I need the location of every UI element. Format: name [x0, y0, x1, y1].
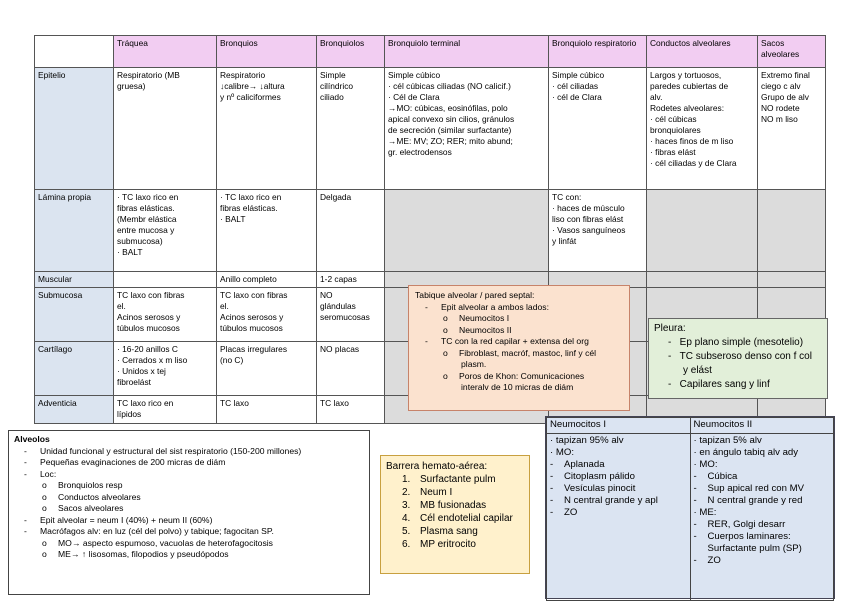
row-label-adventicia: Adventicia [35, 396, 114, 424]
item-number: 4. [402, 513, 411, 524]
neumocito-item-text: · tapizan 95% alv [550, 435, 624, 446]
cell-epitelio-conductos [647, 68, 758, 190]
header-bronquios: Bronquios [217, 36, 317, 68]
cell-line: glándulas [320, 301, 356, 311]
barrera-title: Barrera hemato-aérea: [386, 461, 488, 472]
list-item-text: Bronquiolos resp [58, 480, 123, 490]
cell-lamina-traquea [114, 190, 217, 272]
cell-line: gr. electrodensos [388, 147, 452, 157]
row-label-epitelio: Epitelio [35, 68, 114, 190]
cell-adventicia-bronquiolos [317, 396, 385, 424]
list-item-text: Neumocitos II [459, 324, 512, 335]
neumocito-item-text: Surfactante pulm (SP) [707, 543, 802, 554]
neumocito-item [694, 483, 831, 495]
neumocito-item [694, 495, 831, 507]
list-item [14, 446, 364, 458]
cell-lamina-terminal [385, 190, 549, 272]
neumocito-item-text: · tapizan 5% alv [693, 435, 762, 446]
bullet: o [42, 480, 47, 490]
numbered-item [386, 499, 524, 512]
numbered-item [386, 538, 524, 551]
neumocito-item-text: Sup apical red con MV [707, 483, 805, 494]
item-number: 5. [402, 526, 411, 537]
list-item-text: TC con la red capilar + extensa del org [441, 336, 589, 346]
header-row [35, 36, 826, 68]
neumocito-item-text: RER, Golgi desarr [707, 519, 786, 530]
cell-epitelio-bronquiolos [317, 68, 385, 190]
cell-line: TC con: [552, 192, 582, 202]
cell-line: · Cerrados x m liso [117, 355, 188, 365]
cell-line: · Cél de Clara [388, 92, 440, 102]
pleura-title: Pleura: [654, 323, 686, 334]
cell-line: apical convexo sin cilios, gránulos [388, 114, 515, 124]
list-item [415, 382, 623, 394]
bullet: o [42, 537, 47, 548]
item-number: 1. [402, 474, 411, 485]
cell-line: fibras elásticas. [220, 203, 278, 213]
bullet: o [42, 549, 47, 559]
neumocito-item-text: Cuerpos laminares: [707, 531, 791, 542]
cell-line: · cél ciliadas [552, 81, 599, 91]
numbered-item-text: Cél endotelial capilar [420, 513, 513, 524]
neumocito-item [694, 543, 831, 555]
cell-submucosa-bronquiolos [317, 288, 385, 342]
pleura-box [648, 318, 828, 399]
row-label-submucosa: Submucosa [35, 288, 114, 342]
neumocito-item [694, 519, 831, 531]
numbered-item [386, 486, 524, 499]
cell-line: ciego c alv [761, 81, 801, 91]
neumocito-item-text: · MO: [693, 459, 718, 470]
corner-cell [35, 36, 114, 68]
row-label-lamina-propia: Lámina propia [35, 190, 114, 272]
list-item-text: Loc: [40, 468, 57, 479]
cell-line: (Membr elástica [117, 214, 177, 224]
list-item-text: Epit alveolar = neum I (40%) + neum II (60%) [40, 514, 213, 525]
bullet: o [443, 324, 448, 335]
cell-submucosa-traquea [114, 288, 217, 342]
neumocito-item [694, 555, 831, 567]
list-item-text: Poros de Khon: Comunicaciones [459, 370, 585, 381]
numbered-item [386, 512, 524, 525]
cell-muscular-bronquiolos [317, 272, 385, 288]
cell-line: túbulos mucosos [220, 323, 283, 333]
cell-line: TC laxo con fibras [117, 290, 185, 300]
pleura-item: - Capilares sang y linf [668, 379, 770, 390]
cell-lamina-bronquios [217, 190, 317, 272]
neumocito-item [694, 435, 831, 447]
cell-adventicia-bronquios [217, 396, 317, 424]
pleura-item: - Ep plano simple (mesotelio) [668, 337, 804, 348]
cell-adventicia-traquea [114, 396, 217, 424]
bullet: - [425, 301, 428, 312]
cell-epitelio-terminal [385, 68, 549, 190]
neumocito-item [550, 435, 687, 447]
pleura-item: - TC subseroso denso con f col [668, 351, 812, 362]
cell-line: de secreción (similar surfactante) [388, 125, 512, 135]
cell-line: Acinos serosos y [220, 312, 284, 322]
cell-line: cilíndrico [320, 81, 354, 91]
neumocito-item-text: N central grande y apl [564, 495, 658, 506]
cell-line: NO m liso [761, 114, 798, 124]
cell-line: Simple [320, 70, 346, 80]
neumocito-item-text: ZO [707, 555, 721, 566]
numbered-item [386, 473, 524, 486]
cell-line: NO [320, 290, 333, 300]
neumocito-item [550, 447, 687, 459]
list-item-text: plasm. [461, 359, 487, 369]
cell-line: TC laxo [320, 398, 349, 408]
cell-line: túbulos mucosos [117, 323, 180, 333]
cell-submucosa-bronquios [217, 288, 317, 342]
neumocitos-ii-title: Neumocitos II [690, 418, 834, 434]
bullet: - [550, 459, 554, 470]
bullet: - [24, 514, 27, 525]
cell-line: fibras elásticas. [117, 203, 175, 213]
cell-line: · TC laxo rico en [220, 192, 282, 202]
cell-line: Anillo completo [220, 274, 277, 284]
cell-line: · Unidos x tej [117, 366, 166, 376]
cell-line: submucosa) [117, 236, 163, 246]
numbered-item [386, 525, 524, 538]
bullet: - [24, 457, 27, 467]
bullet: - [693, 471, 697, 482]
neumocito-item [694, 447, 831, 459]
cell-line: Simple cúbico [388, 70, 441, 80]
cell-line: entre mucosa y [117, 225, 175, 235]
cell-line: Grupo de alv [761, 92, 809, 102]
bullet: - [425, 336, 428, 346]
alveolos-title: Alveolos [14, 434, 50, 444]
cell-cartilago-traquea [114, 342, 217, 396]
cell-epitelio-traquea [114, 68, 217, 190]
cell-line: · TC laxo rico en [117, 192, 179, 202]
list-item [14, 515, 364, 527]
list-item-text: Pequeñas evaginaciones de 200 micras de diám [40, 457, 226, 467]
header-bronquiolo-terminal: Bronquiolo terminal [385, 36, 549, 68]
cell-line: · 16-20 anillos C [117, 344, 178, 354]
header-bronquiolo-respiratorio: Bronquiolo respiratorio [549, 36, 647, 68]
neumocitos-i-title: Neumocitos I [547, 418, 691, 434]
cell-line: alv. [650, 92, 663, 102]
row-label-cartilago: Cartílago [35, 342, 114, 396]
bullet: o [443, 313, 448, 323]
bullet: - [24, 445, 27, 456]
neumocito-item-text: · ME: [693, 507, 717, 518]
list-item-text: Sacos alveolares [58, 503, 124, 513]
neumocitos-i-list [547, 434, 691, 601]
header-bronquiolos: Bronquiolos [317, 36, 385, 68]
pleura-item-cont: y elást [683, 365, 712, 376]
cell-line: Largos y tortuosos, [650, 70, 722, 80]
bullet: o [42, 491, 47, 502]
barrera-list [386, 473, 524, 551]
header-conductos-alveolares: Conductos alveolares [647, 36, 758, 68]
cell-line: · Vasos sanguíneos [552, 225, 626, 235]
bullet: o [42, 503, 47, 513]
bullet: o [443, 370, 448, 381]
bullet: - [693, 555, 697, 566]
neumocitos-box [545, 416, 835, 599]
bullet: - [693, 495, 697, 506]
cell-line: ↓calibre→ ↓altura [220, 81, 285, 91]
neumocito-item [694, 459, 831, 471]
bullet: - [550, 471, 554, 482]
tabique-alveolar-box [408, 285, 630, 411]
tabique-title: Tabique alveolar / pared septal: [415, 290, 535, 300]
neumocitos-ii-list [690, 434, 834, 601]
cell-line: lípidos [117, 409, 142, 419]
neumocito-item [550, 507, 687, 519]
alveolos-box [8, 430, 370, 595]
list-item [14, 480, 364, 492]
cell-line: Rodetes alveolares: [650, 103, 725, 113]
numbered-item-text: Surfactante pulm [420, 474, 496, 485]
list-item [14, 538, 364, 550]
list-item-text: Macrófagos alv: en luz (cél del polvo) y tabique; fagocitan SP. [40, 526, 274, 536]
tabique-list [415, 302, 623, 394]
cell-line: · cél cúbicas [650, 114, 697, 124]
cell-line: Respiratorio (MB [117, 70, 180, 80]
bullet: - [693, 483, 697, 494]
cell-line: · BALT [220, 214, 246, 224]
cell-muscular-bronquios [217, 272, 317, 288]
cell-line: TC laxo [220, 398, 249, 408]
neumocito-item-text: Aplanada [564, 459, 605, 470]
cell-cartilago-bronquiolos [317, 342, 385, 396]
cell-epitelio-bronquios [217, 68, 317, 190]
cell-lamina-conductos [647, 190, 758, 272]
cell-line: y nº caliciformes [220, 92, 281, 102]
cell-line: bronquiolares [650, 125, 701, 135]
cell-line: y linfát [552, 236, 577, 246]
list-item-text: Neumocitos I [459, 313, 510, 323]
numbered-item-text: MB fusionadas [420, 500, 487, 511]
cell-line: el. [220, 301, 229, 311]
list-item [415, 359, 623, 371]
neumocitos-table [546, 417, 834, 601]
cell-line: gruesa) [117, 81, 146, 91]
row-lamina-propia [35, 190, 826, 272]
cell-line: Acinos serosos y [117, 312, 181, 322]
cell-line: seromucosas [320, 312, 370, 322]
bullet: - [550, 507, 554, 518]
bullet: - [550, 483, 554, 494]
bullet: - [693, 531, 697, 542]
item-number: 2. [402, 487, 411, 498]
cell-line: · fibras elást [650, 147, 696, 157]
cell-line: Simple cúbico [552, 70, 605, 80]
cell-line: fibroelást [117, 377, 151, 387]
neumocito-item-text: · en ángulo tabiq alv ady [693, 447, 799, 458]
neumocito-item-text: Vesículas pinocit [564, 483, 636, 494]
list-item-text: Conductos alveolares [58, 491, 141, 502]
neumocito-item [550, 483, 687, 495]
cell-line: · haces finos de m liso [650, 136, 734, 146]
numbered-item-text: MP eritrocito [420, 539, 476, 550]
cell-line: paredes cubiertas de [650, 81, 729, 91]
cell-muscular-sacos [758, 272, 826, 288]
numbered-item-text: Plasma sang [420, 526, 478, 537]
list-item-text: Fibroblast, macróf, mastoc, linf y cél [459, 347, 597, 358]
cell-epitelio-respiratorio [549, 68, 647, 190]
cell-line: Respiratorio [220, 70, 266, 80]
list-item [14, 503, 364, 515]
cell-lamina-sacos [758, 190, 826, 272]
list-item [415, 336, 623, 348]
list-item [415, 302, 623, 314]
cell-line: · cél de Clara [552, 92, 602, 102]
item-number: 6. [402, 539, 411, 550]
cell-line: Placas irregulares [220, 344, 288, 354]
list-item [14, 492, 364, 504]
cell-line: (no C) [220, 355, 244, 365]
bullet: o [443, 347, 448, 358]
list-item [415, 313, 623, 325]
header-traquea: Tráquea [114, 36, 217, 68]
bullet: - [550, 495, 554, 506]
cell-line: · haces de músculo [552, 203, 625, 213]
header-sacos-alveolares: Sacos alveolares [758, 36, 826, 68]
neumocito-item-text: N central grande y red [707, 495, 803, 506]
cell-line: liso con fibras elást [552, 214, 624, 224]
cell-cartilago-bronquios [217, 342, 317, 396]
cell-line: el. [117, 301, 126, 311]
list-item [415, 325, 623, 337]
bullet: - [693, 519, 697, 530]
cell-line: Extremo final [761, 70, 810, 80]
cell-lamina-respiratorio [549, 190, 647, 272]
cell-muscular-traquea [114, 272, 217, 288]
neumocito-item [550, 495, 687, 507]
list-item [14, 469, 364, 481]
list-item [14, 549, 364, 561]
cell-line: NO rodete [761, 103, 800, 113]
list-item-text: interalv de 10 micras de diám [461, 382, 574, 392]
neumocito-item [694, 471, 831, 483]
row-label-muscular: Muscular [35, 272, 114, 288]
neumocito-item [550, 459, 687, 471]
neumocito-item-text: ZO [564, 507, 578, 518]
cell-line: 1-2 capas [320, 274, 357, 284]
numbered-item-text: Neum I [420, 487, 453, 498]
list-item [14, 457, 364, 469]
list-item-text: Epit alveolar a ambos lados: [441, 301, 549, 312]
neumocito-item [694, 507, 831, 519]
neumocito-item [550, 471, 687, 483]
cell-line: →ME: MV; ZO; RER; mito abund; [388, 136, 513, 146]
row-epitelio [35, 68, 826, 190]
alveolos-list [14, 446, 364, 561]
cell-line: · cél cúbicas ciliadas (NO calicif.) [388, 81, 511, 91]
cell-line: TC laxo rico en [117, 398, 174, 408]
cell-line: · cél ciliadas y de Clara [650, 158, 737, 168]
list-item [415, 371, 623, 383]
bullet: - [24, 468, 27, 479]
cell-line: NO placas [320, 344, 360, 354]
neumocito-item-text: Citoplasm pálido [564, 471, 635, 482]
cell-line: ciliado [320, 92, 344, 102]
neumocito-item-text: · MO: [550, 447, 574, 458]
barrera-box [380, 455, 530, 574]
list-item-text: ME→ ↑ lisosomas, filopodios y pseudópodos [58, 549, 229, 559]
list-item [14, 526, 364, 538]
cell-line: →MO: cúbicas, eosinófilas, polo [388, 103, 508, 113]
cell-line: · BALT [117, 247, 143, 257]
cell-lamina-bronquiolos [317, 190, 385, 272]
cell-muscular-conductos [647, 272, 758, 288]
item-number: 3. [402, 500, 411, 511]
neumocito-item-text: Cúbica [707, 471, 738, 482]
cell-line: Delgada [320, 192, 352, 202]
list-item [415, 348, 623, 360]
neumocito-item [694, 531, 831, 543]
list-item-text: Unidad funcional y estructural del sist respiratorio (150-200 millones) [40, 445, 302, 456]
cell-line: TC laxo con fibras [220, 290, 288, 300]
cell-epitelio-sacos [758, 68, 826, 190]
list-item-text: MO→ aspecto espumoso, vacuolas de heterofagocitosis [58, 537, 273, 548]
bullet: - [24, 526, 27, 536]
